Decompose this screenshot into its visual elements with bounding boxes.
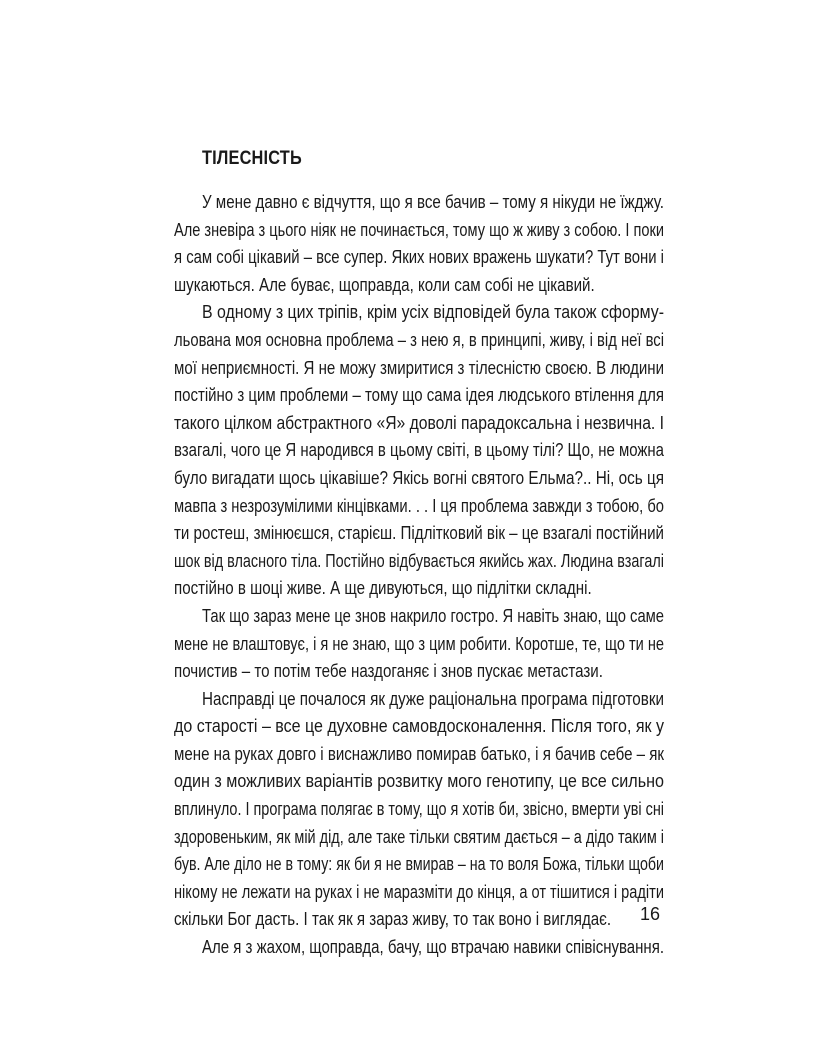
text-line: був. Але діло не в тому: як би я не вмирав – на то воля Божа, тільки щоби bbox=[174, 854, 664, 875]
text-line: В одному з цих тріпів, крім усіх відповідей була також сформу- bbox=[202, 302, 664, 323]
text-line: Але зневіра з цього ніяк не починається, тому що ж живу з собою. І поки bbox=[174, 219, 665, 240]
text-line: я сам собі цікавий – все супер. Яких нових вражень шукати? Тут вони і bbox=[174, 247, 664, 268]
text-line: один з можливих варіантів розвитку мого генотипу, це все сильно bbox=[174, 771, 664, 792]
body-text bbox=[174, 189, 664, 962]
text-line: почистив – то потім тебе наздоганяє і знов пускає метастази. bbox=[174, 661, 603, 682]
text-line: мої неприємності. Я не можу змиритися з тілесністю своєю. В людини bbox=[174, 357, 665, 378]
text-line: вплинуло. І програма полягає в тому, що я хотів би, звісно, вмерти уві сні bbox=[174, 799, 665, 820]
text-line: мавпа з незрозумілими кінцівками. . . І ця проблема завжди з тобою, бо bbox=[174, 495, 664, 516]
text-line: шукаються. Але буває, щоправда, коли сам собі не цікавий. bbox=[174, 274, 595, 295]
text-line: ти ростеш, змінюєшся, старієш. Підлітковий вік – це взагалі постійний bbox=[174, 523, 664, 544]
text-line: мене не влаштовує, і я не знаю, що з цим робити. Коротше, те, що ти не bbox=[174, 633, 665, 654]
text-line: Насправді це почалося як дуже раціональна програма підготовки bbox=[202, 688, 665, 709]
text-line: постійно з цим проблеми – тому що сама ідея людського втілення для bbox=[174, 385, 664, 406]
text-line: шок від власного тіла. Постійно відбувається якийсь жах. Людина взагалі bbox=[174, 550, 664, 571]
text-line: скільки Бог дасть. І так як я зараз живу, то так воно і виглядає. bbox=[174, 909, 612, 930]
text-line: було вигадати щось цікавіше? Якісь вогні святого Ельма?.. Ні, ось ця bbox=[174, 467, 664, 488]
text-line: здоровеньким, як мій дід, але таке тільки святим дається – а дідо таким і bbox=[174, 826, 664, 847]
text-line: Але я з жахом, щоправда, бачу, що втрачаю навики співіснування. bbox=[202, 937, 664, 958]
chapter-title: ТІЛЕСНІСТЬ bbox=[202, 148, 302, 169]
text-line: льована моя основна проблема – з нею я, в принципі, живу, і від неї всі bbox=[174, 329, 664, 350]
page-number: 16 bbox=[639, 904, 660, 924]
text-line: постійно в шоці живе. А ще дивуються, що підлітки складні. bbox=[174, 578, 592, 599]
text-line: такого цілком абстрактного «Я» доволі парадоксальна і незвична. І bbox=[174, 412, 664, 433]
text-line: мене на руках довго і виснажливо помирав батько, і я бачив себе – як bbox=[174, 743, 664, 764]
text-line: нікому не лежати на руках і не маразміти до кінця, а от тішитися і радіти bbox=[174, 881, 664, 902]
text-line: взагалі, чого це Я народився в цьому світі, в цьому тілі? Що, не можна bbox=[174, 440, 664, 461]
text-line: Так що зараз мене це знов накрило гостро. Я навіть знаю, що саме bbox=[202, 605, 665, 626]
text-line: до старості – все це духовне самовдосконалення. Після того, як у bbox=[174, 716, 664, 737]
text-line: У мене давно є відчуття, що я все бачив – тому я нікуди не їжджу. bbox=[202, 192, 664, 212]
